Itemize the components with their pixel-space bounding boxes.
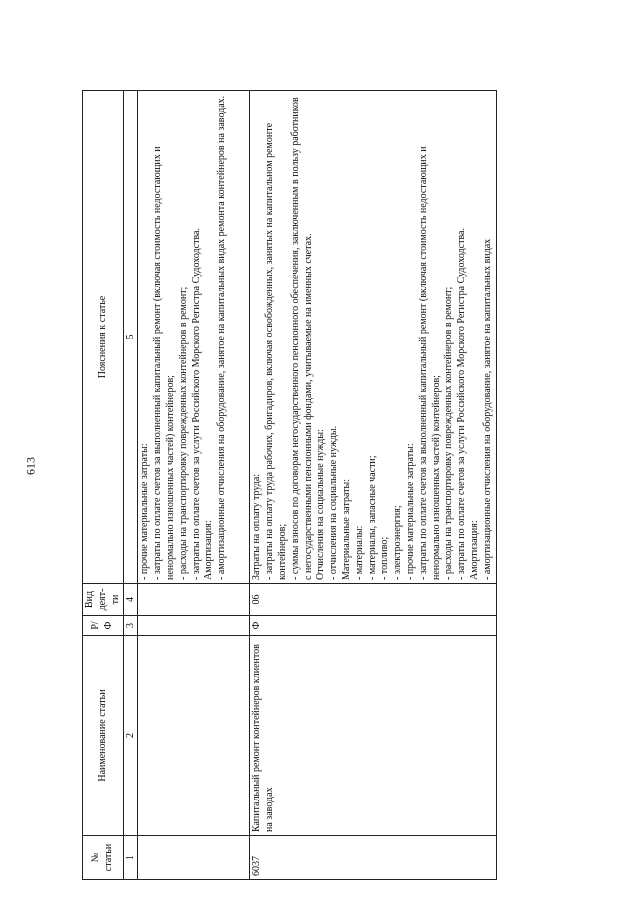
header-activity-kind: Вид деят-ти [83, 584, 124, 616]
article-name-cell: Капитальный ремонт контейнеров клиентов на заводах [250, 636, 496, 836]
explanation-cell [138, 91, 250, 584]
explanation-line: - прочие материальные затраты: [139, 443, 151, 580]
articles-table [82, 90, 497, 880]
activity-kind-cell: 06 [250, 584, 496, 616]
article-number-cell: 6037 [250, 836, 496, 880]
explanation-line: - затраты по оплате счетов за услуги Российского Морского Регистра Судоходства. [456, 228, 468, 580]
explanation-cell [250, 91, 496, 584]
article-number-cell [138, 836, 250, 880]
header-explanations: Пояснения к статье [83, 91, 124, 584]
explanation-line: - электроэнергия; [392, 505, 404, 580]
explanation-line: - материалы: [353, 525, 365, 580]
table-header-row [83, 91, 124, 880]
explanation-line: - отчисления на социальные нужды. [328, 425, 340, 580]
explanation-line: - затраты по оплате счетов за выполненный капитальный ремонт (включая стоимость недостающих и ненормально изношенных частей) контейнеров; [152, 146, 176, 580]
header-article-number: № статьи [83, 836, 124, 880]
rf-cell [138, 616, 250, 636]
column-number: 4 [124, 584, 138, 616]
column-numbers-row [124, 91, 138, 880]
explanation-line: Амортизация: [468, 520, 480, 580]
table-row [138, 91, 250, 880]
header-article-name: Наименование статьи [83, 636, 124, 836]
column-number: 2 [124, 636, 138, 836]
document-table-rotated [82, 90, 582, 880]
article-name-cell [138, 636, 250, 836]
column-number: 3 [124, 616, 138, 636]
column-number: 5 [124, 91, 138, 584]
explanation-line: - материалы, запасные части; [366, 455, 378, 580]
explanation-line: - топливо; [379, 536, 391, 580]
explanation-line: Амортизация: [203, 520, 215, 580]
explanation-line: - затраты на оплату труда рабочих, бригадиров, включая освобожденных, занятых на капитальном ремонте контейнеров; [264, 122, 288, 580]
explanation-line: - расходы на транспортировку поврежденных контейнеров в ремонт; [443, 286, 455, 580]
explanation-line: Отчисления на социальные нужды: [315, 429, 327, 580]
explanation-line: - затраты по оплате счетов за выполненный капитальный ремонт (включая стоимость недостающих и ненормально изношенных частей) контейнеров; [417, 146, 442, 580]
activity-kind-cell [138, 584, 250, 616]
explanation-line: - суммы взносов по договорам негосударственного пенсионного обеспечения, заключенным в пользу работников с негосударственными пенсионными фондами, учитываемые на именных счетах. [289, 97, 314, 580]
explanation-line: Материальные затраты: [340, 479, 352, 580]
explanation-line: - расходы на транспортировку поврежденных контейнеров в ремонт; [177, 286, 189, 580]
table-row [250, 91, 496, 880]
explanation-line: - амортизационные отчисления на оборудование, занятое на капитальных видах ремонта контейнеров на заводах. [216, 95, 228, 580]
explanation-line: - прочие материальные затраты: [404, 443, 416, 580]
explanation-line: Затраты на оплату труда: [251, 473, 263, 580]
page-number: 613 [23, 457, 38, 475]
header-rf: Р/ Ф [83, 616, 124, 636]
column-number: 1 [124, 836, 138, 880]
explanation-line: - амортизационные отчисления на оборудование, занятое на капитальных видах [481, 238, 493, 580]
rf-cell: Ф [250, 616, 496, 636]
explanation-line: - затраты по оплате счетов за услуги Российского Морского Регистра Судоходства. [190, 228, 202, 580]
